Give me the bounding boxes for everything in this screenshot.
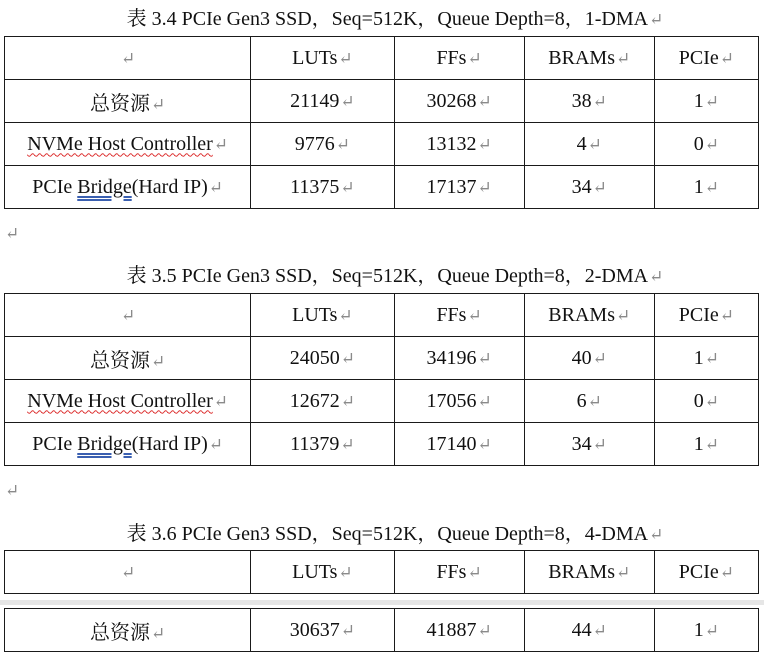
header-cell: PCIe↵ — [654, 37, 758, 80]
paragraph-mark-icon: ↵ — [649, 10, 664, 29]
pcie-cell: 1↵ — [654, 423, 758, 466]
pcie-cell: 1↵ — [654, 337, 758, 380]
header-cell: BRAMs↵ — [524, 37, 654, 80]
page-break-divider — [0, 600, 764, 605]
brams-cell: 44↵ — [524, 609, 654, 652]
row-label-cell: 总资源↵ — [5, 337, 251, 380]
header-cell: LUTs↵ — [251, 294, 394, 337]
paragraph-mark-icon: ↵ — [649, 525, 664, 544]
brams-cell: 6↵ — [524, 380, 654, 423]
header-cell: PCIe↵ — [654, 551, 758, 594]
row-label-cell: NVMe Host Controller↵ — [5, 380, 251, 423]
header-cell: ↵ — [5, 294, 251, 337]
brams-cell: 34↵ — [524, 423, 654, 466]
table-header-row — [5, 37, 759, 80]
pcie-cell: 0↵ — [654, 380, 758, 423]
table-header-row — [5, 294, 759, 337]
luts-cell: 24050↵ — [251, 337, 394, 380]
pcie-cell: 1↵ — [654, 609, 758, 652]
brams-cell: 34↵ — [524, 166, 654, 209]
pcie-cell: 1↵ — [654, 80, 758, 123]
brams-cell: 38↵ — [524, 80, 654, 123]
header-cell: FFs↵ — [394, 551, 524, 594]
ffs-cell: 30268↵ — [394, 80, 524, 123]
pcie-cell: 0↵ — [654, 123, 758, 166]
table-row — [5, 423, 759, 466]
luts-cell: 11375↵ — [251, 166, 394, 209]
table-header-row — [5, 551, 759, 594]
luts-cell: 11379↵ — [251, 423, 394, 466]
header-cell: FFs↵ — [394, 37, 524, 80]
header-cell: LUTs↵ — [251, 37, 394, 80]
resource-table-2dma — [4, 293, 759, 466]
ffs-cell: 17056↵ — [394, 380, 524, 423]
header-cell: FFs↵ — [394, 294, 524, 337]
row-label-cell: 总资源↵ — [5, 80, 251, 123]
paragraph-mark-icon: ↵ — [5, 224, 20, 243]
ffs-cell: 13132↵ — [394, 123, 524, 166]
header-cell: LUTs↵ — [251, 551, 394, 594]
resource-table-4dma-continued — [4, 608, 759, 652]
pcie-cell: 1↵ — [654, 166, 758, 209]
header-cell: ↵ — [5, 551, 251, 594]
resource-table-1dma — [4, 36, 759, 209]
resource-table-4dma — [4, 550, 759, 594]
row-label-cell: PCIe Bridge(Hard IP)↵ — [5, 166, 251, 209]
table-caption: 表 3.5 PCIe Gen3 SSD，Seq=512K，Queue Depth=8，2-DMA↵ — [126, 265, 664, 287]
row-label-cell: 总资源↵ — [5, 609, 251, 652]
table-row — [5, 80, 759, 123]
row-label-cell: PCIe Bridge(Hard IP)↵ — [5, 423, 251, 466]
luts-cell: 21149↵ — [251, 80, 394, 123]
brams-cell: 4↵ — [524, 123, 654, 166]
table-row — [5, 166, 759, 209]
paragraph-mark-icon: ↵ — [5, 481, 20, 500]
row-label-cell: NVMe Host Controller↵ — [5, 123, 251, 166]
ffs-cell: 34196↵ — [394, 337, 524, 380]
ffs-cell: 17140↵ — [394, 423, 524, 466]
header-cell: BRAMs↵ — [524, 551, 654, 594]
table-caption: 表 3.4 PCIe Gen3 SSD，Seq=512K，Queue Depth=8，1-DMA↵ — [126, 8, 664, 30]
table-row — [5, 609, 759, 652]
ffs-cell: 41887↵ — [394, 609, 524, 652]
ffs-cell: 17137↵ — [394, 166, 524, 209]
luts-cell: 12672↵ — [251, 380, 394, 423]
table-row — [5, 337, 759, 380]
table-row — [5, 123, 759, 166]
luts-cell: 30637↵ — [251, 609, 394, 652]
table-caption: 表 3.6 PCIe Gen3 SSD，Seq=512K，Queue Depth=8，4-DMA↵ — [126, 523, 664, 545]
table-row — [5, 380, 759, 423]
luts-cell: 9776↵ — [251, 123, 394, 166]
header-cell: PCIe↵ — [654, 294, 758, 337]
header-cell: ↵ — [5, 37, 251, 80]
paragraph-mark-icon: ↵ — [649, 267, 664, 286]
brams-cell: 40↵ — [524, 337, 654, 380]
header-cell: BRAMs↵ — [524, 294, 654, 337]
